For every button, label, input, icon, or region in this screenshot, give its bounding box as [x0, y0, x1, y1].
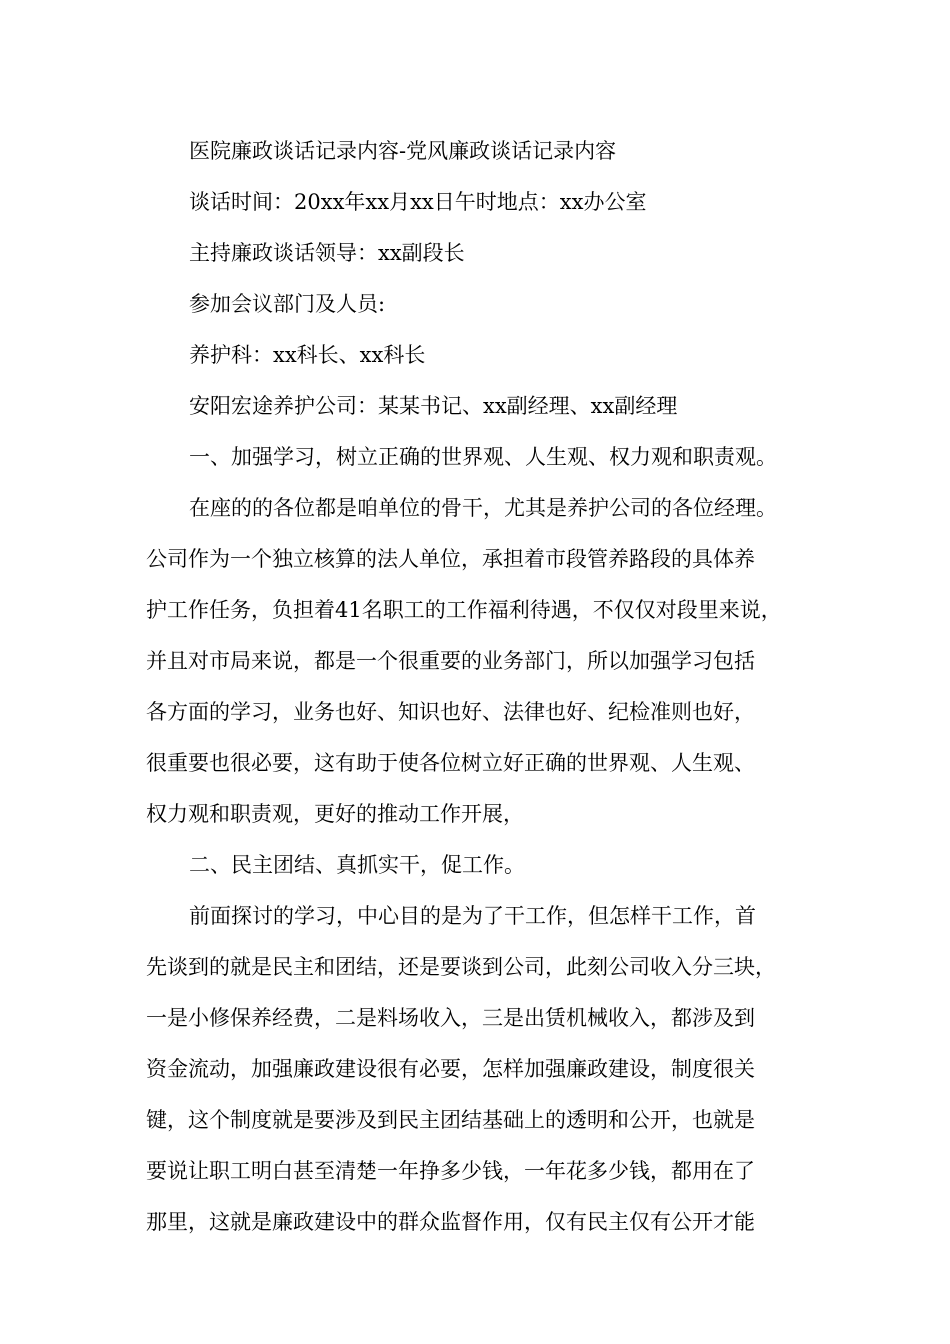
meeting-time-location: 谈话时间：20xx年xx月xx日午时地点：xx办公室: [189, 190, 647, 214]
paragraph-line: 很重要也很必要，这有助于使各位树立好正确的世界观、人生观、: [146, 751, 755, 775]
paragraph-line: 公司作为一个独立核算的法人单位，承担着市段管养路段的具体养: [146, 547, 755, 571]
paragraph-line: 在座的的各位都是咱单位的骨干，尤其是养护公司的各位经理。: [189, 496, 777, 520]
paragraph-line: 护工作任务，负担着41名职工的工作福利待遇，不仅仅对段里来说，: [146, 598, 782, 622]
paragraph-line: 键，这个制度就是要涉及到民主团结基础上的透明和公开，也就是: [146, 1108, 755, 1132]
document-body: [146, 126, 826, 1248]
section-heading-2: 二、民主团结、真抓实干，促工作。: [189, 853, 525, 877]
paragraph-line: 权力观和职责观，更好的推动工作开展，: [146, 802, 524, 826]
attendees-maintenance-dept: 养护科：xx科长、xx科长: [189, 343, 426, 367]
paragraph-line: 先谈到的就是民主和团结，还是要谈到公司，此刻公司收入分三块，: [146, 955, 776, 979]
paragraph-line: 一是小修保养经费，二是料场收入，三是出赁机械收入，都涉及到: [146, 1006, 755, 1030]
paragraph-line: 前面探讨的学习，中心目的是为了干工作，但怎样干工作，首: [189, 904, 756, 928]
section-heading-1: 一、加强学习，树立正确的世界观、人生观、权力观和职责观。: [189, 445, 777, 469]
paragraph-line: 并且对市局来说，都是一个很重要的业务部门，所以加强学习包括: [146, 649, 755, 673]
attendees-heading: 参加会议部门及人员:: [189, 292, 386, 316]
paragraph-line: 要说让职工明白甚至清楚一年挣多少钱，一年花多少钱，都用在了: [146, 1159, 755, 1183]
paragraph-line: 那里，这就是廉政建设中的群众监督作用，仅有民主仅有公开才能: [146, 1210, 755, 1234]
paragraph-line: 资金流动，加强廉政建设很有必要，怎样加强廉政建设，制度很关: [146, 1057, 755, 1081]
attendees-company: 安阳宏途养护公司：某某书记、xx副经理、xx副经理: [189, 394, 678, 418]
document-title: 医院廉政谈话记录内容-党风廉政谈话记录内容: [189, 139, 617, 163]
meeting-host: 主持廉政谈话领导：xx副段长: [189, 241, 465, 265]
paragraph-line: 各方面的学习，业务也好、知识也好、法律也好、纪检准则也好，: [146, 700, 755, 724]
